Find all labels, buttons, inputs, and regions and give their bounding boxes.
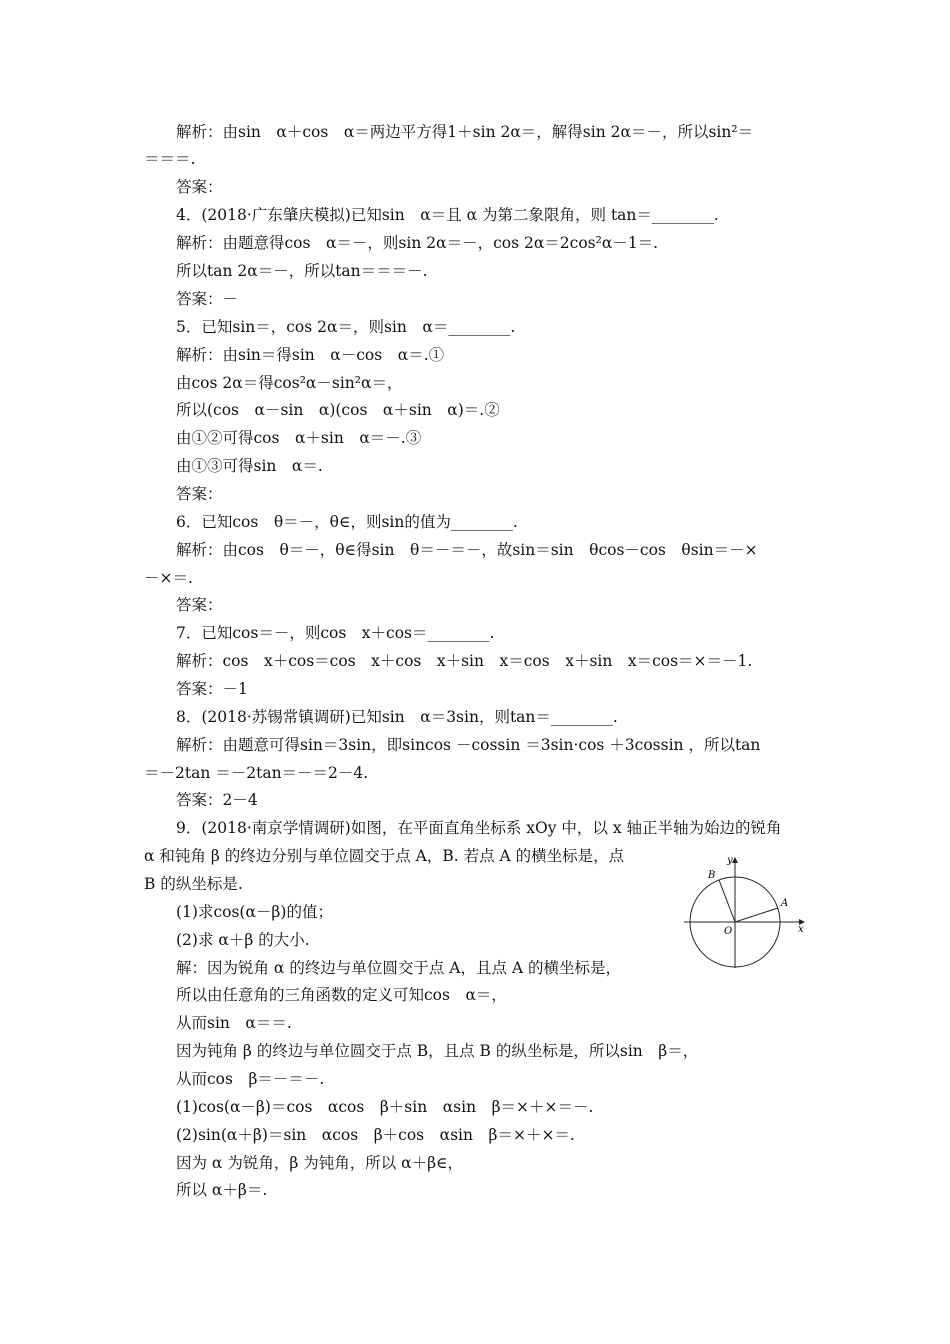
terminal-side-beta bbox=[719, 880, 735, 922]
text-line: 答案：－ bbox=[176, 290, 239, 308]
text-line: 所以(cos α－sin α)(cos α＋sin α)＝.② bbox=[176, 401, 500, 419]
text-line: 答案：－1 bbox=[176, 680, 248, 698]
text-line: ＝－2tan ＝－2tan＝－＝2－4. bbox=[144, 764, 369, 782]
text-line: 由①③可得sin α＝. bbox=[176, 457, 323, 475]
text-line: 从而sin α＝＝. bbox=[176, 1014, 292, 1032]
text-line: 答案： bbox=[176, 178, 223, 196]
text-line: 答案： bbox=[176, 485, 223, 503]
text-line: 解析：由题意得cos α＝－，则sin 2α＝－，cos 2α＝2cos²α－1＝. bbox=[176, 234, 659, 252]
text-line: 8．(2018·苏锡常镇调研)已知sin α＝3sin，则tan＝________. bbox=[176, 708, 618, 726]
text-line: 解析：由sin α＋cos α＝两边平方得1＋sin 2α＝，解得sin 2α＝－，所以sin²＝ bbox=[176, 123, 754, 141]
text-line: 由cos 2α＝得cos²α－sin²α＝， bbox=[176, 374, 403, 392]
origin-label: O bbox=[724, 926, 733, 937]
text-line: 因为 α 为锐角，β 为钝角，所以 α＋β∈， bbox=[176, 1154, 464, 1172]
text-line: (2)sin(α＋β)＝sin αcos β＋cos αsin β＝×＋×＝. bbox=[176, 1126, 575, 1144]
terminal-side-alpha bbox=[735, 908, 778, 922]
text-line: 7．已知cos＝－，则cos x＋cos＝________. bbox=[176, 624, 495, 642]
text-line: 所以由任意角的三角函数的定义可知cos α＝， bbox=[176, 986, 507, 1004]
text-line: 5．已知sin＝，cos 2α＝，则sin α＝________. bbox=[176, 318, 516, 336]
text-line: B 的纵坐标是. bbox=[144, 875, 243, 893]
text-line: 从而cos β＝－＝－. bbox=[176, 1070, 325, 1088]
text-line: 因为钝角 β 的终边与单位圆交于点 B，且点 B 的纵坐标是，所以sin β＝， bbox=[176, 1042, 699, 1060]
point-label-b: B bbox=[708, 870, 716, 881]
text-line: ＝＝＝. bbox=[144, 150, 196, 168]
point-label-a: A bbox=[781, 898, 789, 909]
text-line: 6．已知cos θ＝－，θ∈，则sin的值为________. bbox=[176, 513, 518, 531]
text-line: 解析：由cos θ＝－，θ∈得sin θ＝－＝－，故sin＝sin θcos－cos θsin＝－× bbox=[176, 541, 758, 559]
text-line: 答案：2－4 bbox=[176, 791, 258, 809]
text-line: α 和钝角 β 的终边分别与单位圆交于点 A，B. 若点 A 的横坐标是，点 bbox=[144, 847, 625, 865]
text-line: 解析：由sin＝得sin α－cos α＝.① bbox=[176, 346, 445, 364]
text-line: 4．(2018·广东肇庆模拟)已知sin α＝且 α 为第二象限角，则 tan＝________. bbox=[176, 206, 719, 224]
text-line: (2)求 α＋β 的大小. bbox=[176, 931, 310, 949]
text-line: 解析：由题意可得sin＝3sin，即sincos －cossin ＝3sin·cos ＋3cossin ，所以tan bbox=[176, 736, 761, 754]
text-line: 解：因为锐角 α 的终边与单位圆交于点 A，且点 A 的横坐标是， bbox=[176, 959, 621, 977]
text-line: 9．(2018·南京学情调研)如图，在平面直角坐标系 xOy 中，以 x 轴正半轴为始边的锐角 bbox=[176, 819, 782, 837]
text-line: (1)cos(α－β)＝cos αcos β＋sin αsin β＝×＋×＝－. bbox=[176, 1098, 594, 1116]
text-line: 答案： bbox=[176, 596, 223, 614]
unit-circle-figure bbox=[684, 852, 814, 972]
text-line: 解析：cos x＋cos＝cos x＋cos x＋sin x＝cos x＋sin x＝cos＝×＝－1. bbox=[176, 652, 753, 670]
axis-label-y: y bbox=[727, 855, 733, 866]
text-line: (1)求cos(α－β)的值； bbox=[176, 903, 333, 921]
text-line: 所以 α＋β＝. bbox=[176, 1181, 268, 1199]
text-line: 由①②可得cos α＋sin α＝－.③ bbox=[176, 429, 422, 447]
axis-label-x: x bbox=[798, 924, 804, 935]
text-line: 所以tan 2α＝－，所以tan＝＝＝－. bbox=[176, 262, 428, 280]
text-line: －×＝. bbox=[144, 569, 193, 587]
